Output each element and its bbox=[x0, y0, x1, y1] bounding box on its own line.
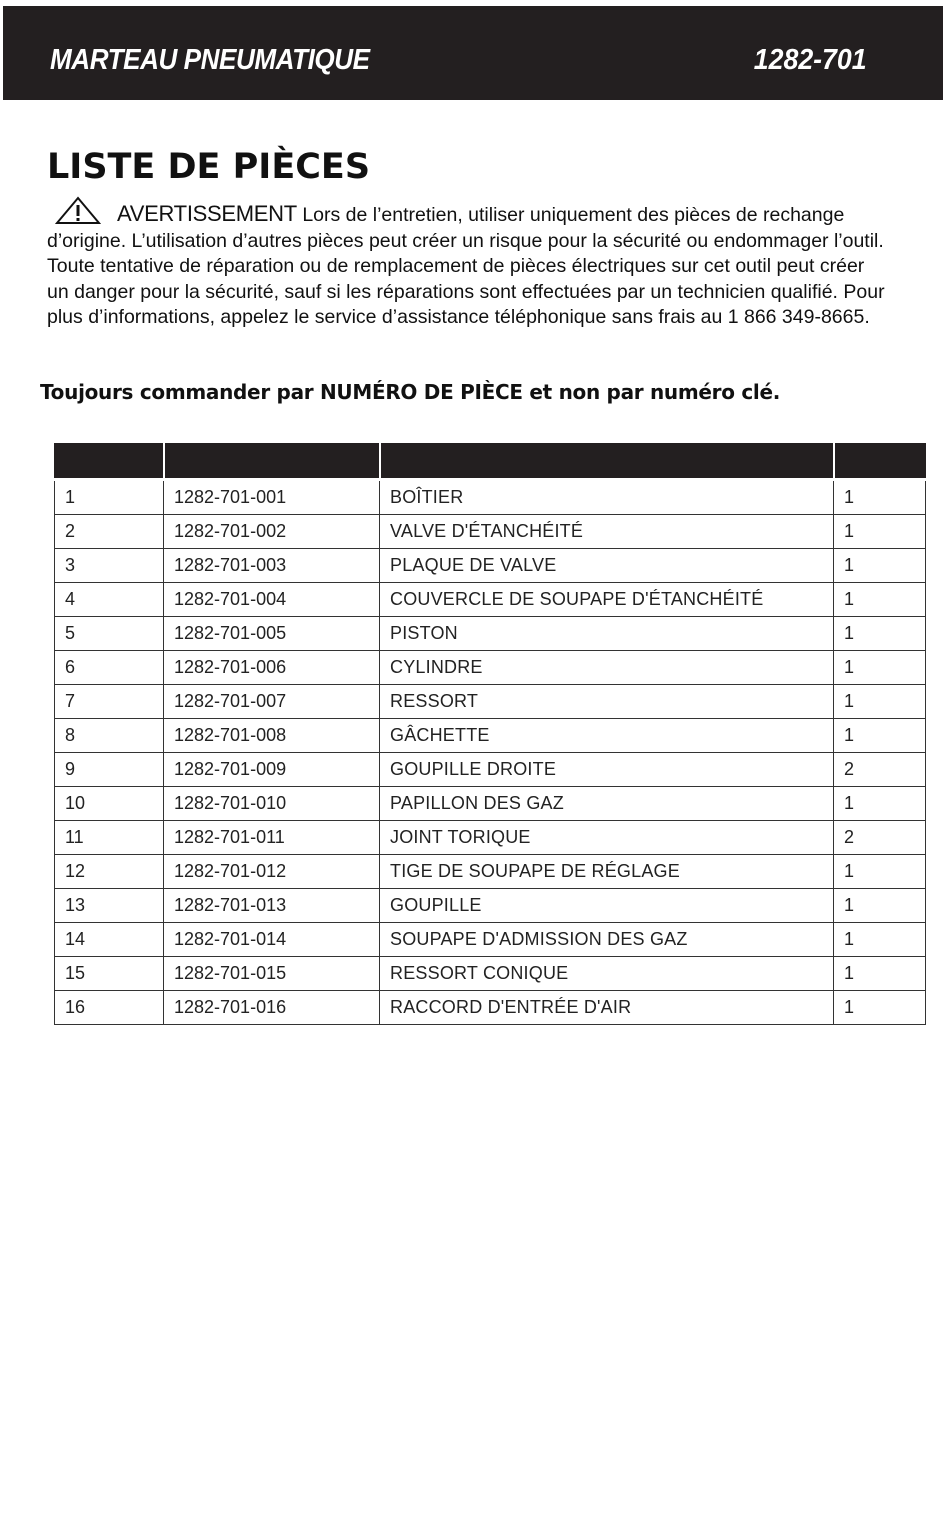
cell-key: 2 bbox=[55, 515, 164, 549]
cell-part-number: 1282-701-003 bbox=[164, 549, 380, 583]
table-row bbox=[55, 753, 926, 787]
cell-description: BOÎTIER bbox=[380, 480, 834, 515]
cell-description: CYLINDRE bbox=[380, 651, 834, 685]
cell-key: 9 bbox=[55, 753, 164, 787]
header-bar bbox=[3, 6, 943, 100]
table-row bbox=[55, 549, 926, 583]
parts-table bbox=[54, 443, 926, 1025]
cell-part-number: 1282-701-016 bbox=[164, 991, 380, 1025]
cell-part-number: 1282-701-007 bbox=[164, 685, 380, 719]
cell-key: 5 bbox=[55, 617, 164, 651]
cell-quantity: 1 bbox=[834, 991, 926, 1025]
cell-quantity: 1 bbox=[834, 923, 926, 957]
cell-part-number: 1282-701-008 bbox=[164, 719, 380, 753]
cell-quantity: 1 bbox=[834, 549, 926, 583]
table-row bbox=[55, 957, 926, 991]
warning-text: Lors de l’entretien, utiliser uniquement des pièces de rechange d’origine. L’utilisation d’autres pièces peut créer un risque pour la sécurité ou endommager l’outil. bbox=[47, 204, 884, 252]
table-row bbox=[55, 617, 926, 651]
cell-key: 1 bbox=[55, 480, 164, 515]
cell-key: 12 bbox=[55, 855, 164, 889]
cell-part-number: 1282-701-014 bbox=[164, 923, 380, 957]
table-row bbox=[55, 480, 926, 515]
cell-quantity: 1 bbox=[834, 651, 926, 685]
cell-description: PISTON bbox=[380, 617, 834, 651]
cell-part-number: 1282-701-005 bbox=[164, 617, 380, 651]
section-title: LISTE DE PIÈCES bbox=[47, 147, 371, 187]
table-row bbox=[55, 991, 926, 1025]
header-key bbox=[55, 444, 164, 480]
cell-description: TIGE DE SOUPAPE DE RÉGLAGE bbox=[380, 855, 834, 889]
header-part-number bbox=[164, 444, 380, 480]
table-row bbox=[55, 787, 926, 821]
cell-quantity: 1 bbox=[834, 889, 926, 923]
cell-quantity: 1 bbox=[834, 685, 926, 719]
cell-part-number: 1282-701-004 bbox=[164, 583, 380, 617]
cell-quantity: 1 bbox=[834, 480, 926, 515]
cell-description: RESSORT bbox=[380, 685, 834, 719]
table-row bbox=[55, 889, 926, 923]
cell-key: 13 bbox=[55, 889, 164, 923]
table-row bbox=[55, 719, 926, 753]
cell-part-number: 1282-701-011 bbox=[164, 821, 380, 855]
warning-block bbox=[47, 196, 887, 331]
order-note: Toujours commander par NUMÉRO DE PIÈCE et non par numéro clé. bbox=[40, 380, 781, 404]
model-number: 1282-701 bbox=[754, 44, 867, 76]
cell-key: 3 bbox=[55, 549, 164, 583]
cell-quantity: 1 bbox=[834, 957, 926, 991]
cell-part-number: 1282-701-006 bbox=[164, 651, 380, 685]
cell-description: PLAQUE DE VALVE bbox=[380, 549, 834, 583]
cell-key: 11 bbox=[55, 821, 164, 855]
parts-table-body bbox=[55, 480, 926, 1025]
warning-paragraph bbox=[47, 196, 887, 254]
warning-triangle-icon bbox=[55, 196, 101, 222]
cell-description: JOINT TORIQUE bbox=[380, 821, 834, 855]
cell-part-number: 1282-701-013 bbox=[164, 889, 380, 923]
cell-description: GOUPILLE bbox=[380, 889, 834, 923]
header-quantity bbox=[834, 444, 926, 480]
cell-description: RACCORD D'ENTRÉE D'AIR bbox=[380, 991, 834, 1025]
cell-quantity: 1 bbox=[834, 719, 926, 753]
cell-description: GÂCHETTE bbox=[380, 719, 834, 753]
cell-key: 15 bbox=[55, 957, 164, 991]
document-title: MARTEAU PNEUMATIQUE bbox=[50, 44, 370, 76]
table-row bbox=[55, 855, 926, 889]
cell-key: 7 bbox=[55, 685, 164, 719]
cell-key: 10 bbox=[55, 787, 164, 821]
cell-quantity: 1 bbox=[834, 855, 926, 889]
warning-paragraph-2: Toute tentative de réparation ou de remplacement de pièces électriques sur cet outil peut créer un danger pour la sécurité, sauf si les réparations sont effectuées par un technicien qualifié. Pour plus d’informations, appelez le service d’assistance téléphonique sans frais au 1 866 349-8665. bbox=[47, 255, 885, 328]
header-description bbox=[380, 444, 834, 480]
cell-key: 14 bbox=[55, 923, 164, 957]
table-row bbox=[55, 515, 926, 549]
cell-key: 16 bbox=[55, 991, 164, 1025]
cell-key: 6 bbox=[55, 651, 164, 685]
cell-quantity: 1 bbox=[834, 617, 926, 651]
cell-description: GOUPILLE DROITE bbox=[380, 753, 834, 787]
cell-part-number: 1282-701-002 bbox=[164, 515, 380, 549]
cell-part-number: 1282-701-009 bbox=[164, 753, 380, 787]
table-row bbox=[55, 583, 926, 617]
cell-description: PAPILLON DES GAZ bbox=[380, 787, 834, 821]
cell-part-number: 1282-701-001 bbox=[164, 480, 380, 515]
cell-part-number: 1282-701-010 bbox=[164, 787, 380, 821]
cell-part-number: 1282-701-012 bbox=[164, 855, 380, 889]
cell-quantity: 2 bbox=[834, 821, 926, 855]
cell-quantity: 1 bbox=[834, 583, 926, 617]
warning-label: AVERTISSEMENT bbox=[117, 201, 297, 226]
table-row bbox=[55, 923, 926, 957]
cell-description: RESSORT CONIQUE bbox=[380, 957, 834, 991]
cell-description: SOUPAPE D'ADMISSION DES GAZ bbox=[380, 923, 834, 957]
cell-part-number: 1282-701-015 bbox=[164, 957, 380, 991]
cell-description: COUVERCLE DE SOUPAPE D'ÉTANCHÉITÉ bbox=[380, 583, 834, 617]
cell-quantity: 1 bbox=[834, 515, 926, 549]
table-row bbox=[55, 821, 926, 855]
cell-key: 4 bbox=[55, 583, 164, 617]
table-header-row bbox=[55, 444, 926, 480]
cell-description: VALVE D'ÉTANCHÉITÉ bbox=[380, 515, 834, 549]
table-row bbox=[55, 651, 926, 685]
table-row bbox=[55, 685, 926, 719]
cell-quantity: 1 bbox=[834, 787, 926, 821]
cell-key: 8 bbox=[55, 719, 164, 753]
cell-quantity: 2 bbox=[834, 753, 926, 787]
